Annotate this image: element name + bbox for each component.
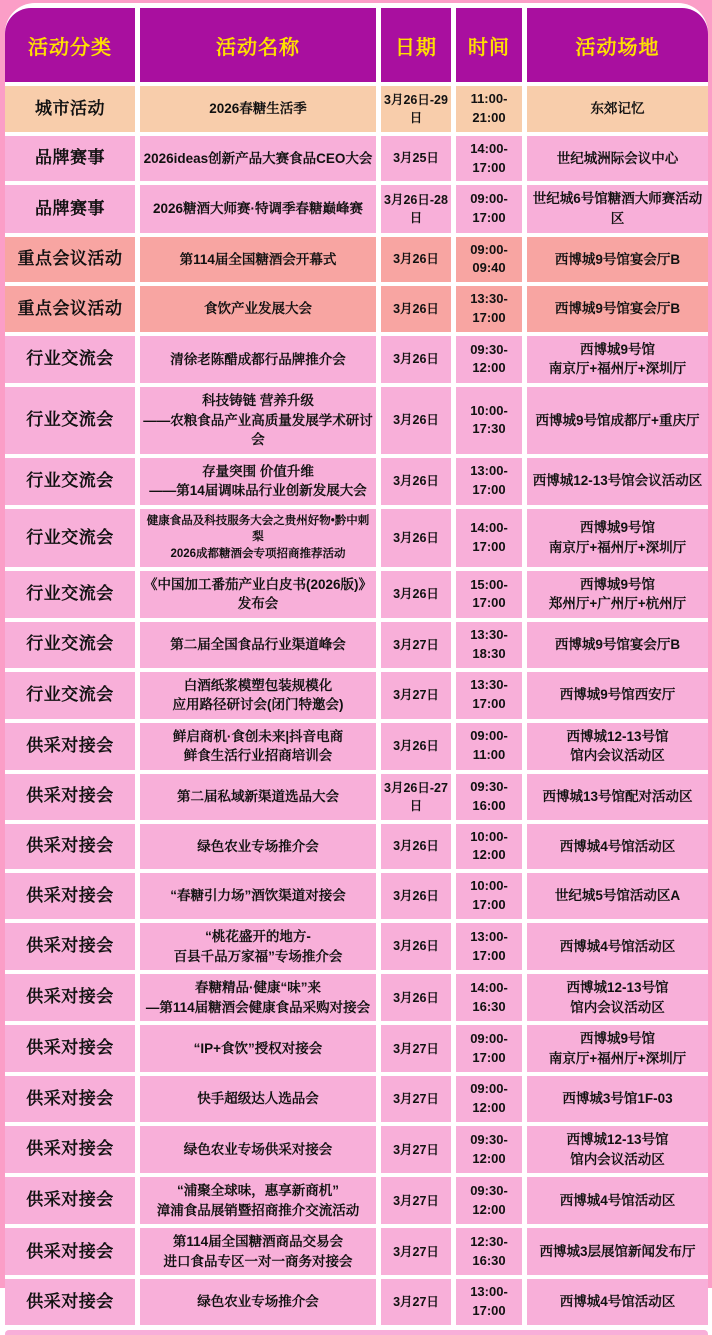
category-cell: 供采对接会: [5, 723, 135, 770]
category-cell: 行业交流会: [5, 458, 135, 505]
time-cell: 09:00-11:00: [456, 723, 522, 770]
time-cell: 15:00-17:00: [456, 571, 522, 618]
time-cell: 13:00-17:00: [456, 1279, 522, 1325]
date-cell: 3月27日: [381, 622, 451, 668]
date-cell: 3月26日: [381, 237, 451, 283]
event-name-cell: “浦聚全球味，惠享新商机” 漳浦食品展销暨招商推介交流活动: [140, 1177, 376, 1224]
table-row: [5, 136, 708, 182]
venue-cell: 东郊记忆: [527, 86, 708, 132]
time-cell: 09:30-12:00: [456, 1177, 522, 1224]
venue-cell: 西博城12-13号馆会议活动区: [527, 458, 708, 505]
venue-cell: 西博城12-13号馆 馆内会议活动区: [527, 723, 708, 770]
venue-cell: 西博城12-13号馆 馆内会议活动区: [527, 1126, 708, 1173]
venue-cell: 世纪城5号馆活动区A: [527, 873, 708, 919]
table-row: [5, 1025, 708, 1072]
event-name-cell: 《中国加工番茄产业白皮书(2026版)》发布会: [140, 571, 376, 618]
category-cell: 行业交流会: [5, 571, 135, 618]
event-name-cell: “桃花盛开的地方- 百县千品万家福”专场推介会: [140, 923, 376, 970]
table-row: [5, 1279, 708, 1325]
event-name-cell: 第二届私域新渠道选品大会: [140, 774, 376, 820]
table-row: [5, 86, 708, 132]
event-name-cell: 2026ideas创新产品大赛食品CEO大会: [140, 136, 376, 182]
header-cell-time: 时间: [456, 8, 522, 82]
event-name-cell: 第114届全国糖酒会开幕式: [140, 237, 376, 283]
header-cell-category: 活动分类: [5, 8, 135, 82]
time-cell: 13:30-18:30: [456, 622, 522, 668]
category-cell: 行业交流会: [5, 509, 135, 567]
event-name-cell: 第114届全国糖酒商品交易会 进口食品专区一对一商务对接会: [140, 1228, 376, 1275]
event-name-cell: 春糖精品·健康“味”来 —第114届糖酒会健康食品采购对接会: [140, 974, 376, 1021]
date-cell: 3月27日: [381, 1279, 451, 1325]
date-cell: 3月27日: [381, 1025, 451, 1072]
time-cell: 09:00-17:00: [456, 1025, 522, 1072]
venue-cell: 西博城4号馆活动区: [527, 1279, 708, 1325]
header-cell-date: 日期: [381, 8, 451, 82]
venue-cell: 西博城3号馆1F-03: [527, 1076, 708, 1122]
category-cell: 重点会议活动: [5, 237, 135, 283]
event-name-cell: 绿色农业专场推介会: [140, 1279, 376, 1325]
date-cell: 3月26日: [381, 571, 451, 618]
category-cell: 品牌赛事: [5, 185, 135, 232]
venue-cell: 西博城4号馆活动区: [527, 1177, 708, 1224]
category-cell: 供采对接会: [5, 774, 135, 820]
time-cell: 09:30-12:00: [456, 1126, 522, 1173]
date-cell: 3月26日: [381, 286, 451, 332]
event-name-cell: 绿色农业专场供采对接会: [140, 1126, 376, 1173]
time-cell: 10:00-12:00: [456, 824, 522, 870]
table-row: [5, 237, 708, 283]
event-name-cell: “春糖引力场”酒饮渠道对接会: [140, 873, 376, 919]
category-cell: 供采对接会: [5, 1076, 135, 1122]
date-cell: 3月26日: [381, 873, 451, 919]
event-name-cell: 2026春糖生活季: [140, 86, 376, 132]
category-cell: 行业交流会: [5, 387, 135, 454]
date-cell: 3月26日: [381, 723, 451, 770]
venue-cell: 西博城4号馆活动区: [527, 824, 708, 870]
header-cell-name: 活动名称: [140, 8, 376, 82]
venue-cell: 西博城9号馆宴会厅B: [527, 286, 708, 332]
time-cell: 14:00-16:30: [456, 974, 522, 1021]
cropped-next-row-sliver: [5, 1330, 708, 1335]
time-cell: 14:00-17:00: [456, 509, 522, 567]
event-name-cell: 鲜启商机·食创未来|抖音电商 鲜食生活行业招商培训会: [140, 723, 376, 770]
table-body: [5, 86, 708, 1325]
date-cell: 3月26日: [381, 387, 451, 454]
table-row: [5, 458, 708, 505]
category-cell: 重点会议活动: [5, 286, 135, 332]
table-row: [5, 1076, 708, 1122]
category-cell: 行业交流会: [5, 672, 135, 719]
category-cell: 供采对接会: [5, 1228, 135, 1275]
table-row: [5, 974, 708, 1021]
date-cell: 3月27日: [381, 1228, 451, 1275]
venue-cell: 西博城9号馆西安厅: [527, 672, 708, 719]
event-name-cell: 2026糖酒大师赛·特调季春糖巅峰赛: [140, 185, 376, 232]
event-name-cell: 存量突围 价值升维 ——第14届调味品行业创新发展大会: [140, 458, 376, 505]
date-cell: 3月27日: [381, 672, 451, 719]
category-cell: 品牌赛事: [5, 136, 135, 182]
table-row: [5, 185, 708, 232]
event-name-cell: 白酒纸浆模塑包装规模化 应用路径研讨会(闭门特邀会): [140, 672, 376, 719]
venue-cell: 西博城9号馆 南京厅+福州厅+深圳厅: [527, 336, 708, 383]
date-cell: 3月26日: [381, 458, 451, 505]
table-row: [5, 723, 708, 770]
venue-cell: 西博城9号馆宴会厅B: [527, 622, 708, 668]
table-row: [5, 1177, 708, 1224]
date-cell: 3月27日: [381, 1126, 451, 1173]
category-cell: 供采对接会: [5, 824, 135, 870]
time-cell: 13:00-17:00: [456, 923, 522, 970]
category-cell: 城市活动: [5, 86, 135, 132]
event-name-cell: 健康食品及科技服务大会之贵州好物•黔中刺梨 2026成都糖酒会专项招商推荐活动: [140, 509, 376, 567]
venue-cell: 西博城4号馆活动区: [527, 923, 708, 970]
category-cell: 供采对接会: [5, 1025, 135, 1072]
venue-cell: 西博城9号馆宴会厅B: [527, 237, 708, 283]
time-cell: 11:00-21:00: [456, 86, 522, 132]
date-cell: 3月26日-29日: [381, 86, 451, 132]
time-cell: 09:30-16:00: [456, 774, 522, 820]
event-name-cell: 快手超级达人选品会: [140, 1076, 376, 1122]
time-cell: 10:00-17:00: [456, 873, 522, 919]
table-row: [5, 1228, 708, 1275]
category-cell: 供采对接会: [5, 974, 135, 1021]
date-cell: 3月26日-27日: [381, 774, 451, 820]
category-cell: 行业交流会: [5, 622, 135, 668]
date-cell: 3月26日: [381, 974, 451, 1021]
date-cell: 3月27日: [381, 1076, 451, 1122]
table-row: [5, 622, 708, 668]
category-cell: 供采对接会: [5, 1126, 135, 1173]
venue-cell: 西博城9号馆 南京厅+福州厅+深圳厅: [527, 1025, 708, 1072]
schedule-table: [5, 3, 708, 1335]
event-name-cell: 食饮产业发展大会: [140, 286, 376, 332]
time-cell: 13:30-17:00: [456, 286, 522, 332]
date-cell: 3月27日: [381, 1177, 451, 1224]
category-cell: 供采对接会: [5, 1177, 135, 1224]
time-cell: 13:00-17:00: [456, 458, 522, 505]
category-cell: 供采对接会: [5, 1279, 135, 1325]
table-row: [5, 873, 708, 919]
venue-cell: 西博城12-13号馆 馆内会议活动区: [527, 974, 708, 1021]
category-cell: 供采对接会: [5, 873, 135, 919]
table-row: [5, 509, 708, 567]
time-cell: 13:30-17:00: [456, 672, 522, 719]
date-cell: 3月26日: [381, 824, 451, 870]
table-row: [5, 571, 708, 618]
venue-cell: 西博城9号馆 郑州厅+广州厅+杭州厅: [527, 571, 708, 618]
date-cell: 3月26日: [381, 336, 451, 383]
table-row: [5, 1126, 708, 1173]
table-row: [5, 923, 708, 970]
header-cell-venue: 活动场地: [527, 8, 708, 82]
venue-cell: 西博城9号馆成都厅+重庆厅: [527, 387, 708, 454]
event-name-cell: 清徐老陈醋成都行品牌推介会: [140, 336, 376, 383]
time-cell: 09:00-09:40: [456, 237, 522, 283]
venue-cell: 西博城3层展馆新闻发布厅: [527, 1228, 708, 1275]
table-row: [5, 336, 708, 383]
table-row: [5, 387, 708, 454]
event-name-cell: 第二届全国食品行业渠道峰会: [140, 622, 376, 668]
time-cell: 09:00-17:00: [456, 185, 522, 232]
category-cell: 行业交流会: [5, 336, 135, 383]
venue-cell: 世纪城6号馆糖酒大师赛活动区: [527, 185, 708, 232]
date-cell: 3月25日: [381, 136, 451, 182]
date-cell: 3月26日: [381, 923, 451, 970]
time-cell: 09:00-12:00: [456, 1076, 522, 1122]
event-name-cell: 科技铸链 营养升级 ——农粮食品产业高质量发展学术研讨会: [140, 387, 376, 454]
category-cell: 供采对接会: [5, 923, 135, 970]
time-cell: 09:30-12:00: [456, 336, 522, 383]
table-row: [5, 824, 708, 870]
date-cell: 3月26日: [381, 509, 451, 567]
table-header-row: [5, 8, 708, 82]
table-row: [5, 286, 708, 332]
time-cell: 10:00-17:30: [456, 387, 522, 454]
time-cell: 14:00-17:00: [456, 136, 522, 182]
table-row: [5, 774, 708, 820]
event-name-cell: 绿色农业专场推介会: [140, 824, 376, 870]
time-cell: 12:30-16:30: [456, 1228, 522, 1275]
venue-cell: 世纪城洲际会议中心: [527, 136, 708, 182]
table-row: [5, 672, 708, 719]
date-cell: 3月26日-28日: [381, 185, 451, 232]
venue-cell: 西博城9号馆 南京厅+福州厅+深圳厅: [527, 509, 708, 567]
venue-cell: 西博城13号馆配对活动区: [527, 774, 708, 820]
event-name-cell: “IP+食饮”授权对接会: [140, 1025, 376, 1072]
